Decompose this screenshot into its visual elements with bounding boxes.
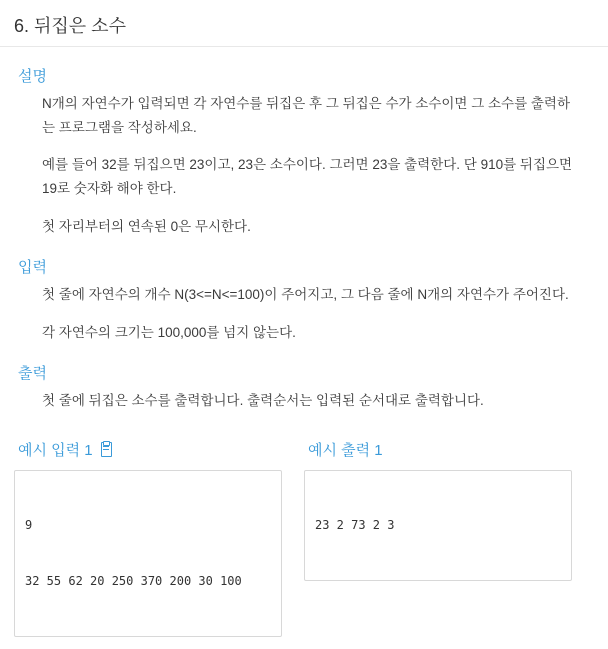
copy-icon[interactable] [99,442,112,457]
description-paragraph: 첫 자리부터의 연속된 0은 무시한다. [42,218,251,234]
section-output [14,362,594,413]
input-paragraph: 각 자연수의 크기는 100,000를 넘지 않는다. [42,324,296,340]
input-paragraph: 첫 줄에 자연수의 개수 N(3<=N<=100)이 주어지고, 그 다음 줄에 N개의 자연수가 주어진다. [42,287,569,303]
section-heading-description: 설명 [18,68,47,85]
section-input [14,256,594,344]
problem-page [0,12,608,649]
example-output-column [304,439,572,637]
description-paragraph: N개의 자연수가 입력되면 각 자연수를 뒤집은 후 그 뒤집은 수가 소수이면 그 소수를 출력하는 프로그램을 작성하세요. [42,96,570,135]
title-divider [0,46,608,47]
section-heading-input: 입력 [18,259,47,277]
example-input-line: 9 [25,518,33,533]
example-output-line: 23 2 73 2 3 [315,518,395,533]
section-heading-output: 출력 [18,365,47,383]
copy-icon-clip [103,441,110,446]
section-description [14,65,594,238]
page-title: 6. 뒤집은 소수 [14,16,126,36]
description-paragraph: 예를 들어 32를 뒤집으면 23이고, 23은 소수이다. 그러면 23을 출력한다. 단 910를 뒤집으면 19로 숫자화 해야 한다. [42,157,573,196]
example-input-line: 32 55 62 20 250 370 200 30 100 [25,573,242,588]
output-paragraph: 첫 줄에 뒤집은 소수를 출력합니다. 출력순서는 입력된 순서대로 출력합니다. [42,393,484,409]
example-input-box [14,470,282,637]
example-output-label: 예시 출력 1 [308,442,383,459]
example-input-label: 예시 입력 1 [18,442,93,459]
example-output-heading [304,439,572,460]
example-output-box [304,470,572,581]
example-input-column [14,439,282,637]
example-input-heading [14,439,282,460]
examples-container [14,439,594,637]
